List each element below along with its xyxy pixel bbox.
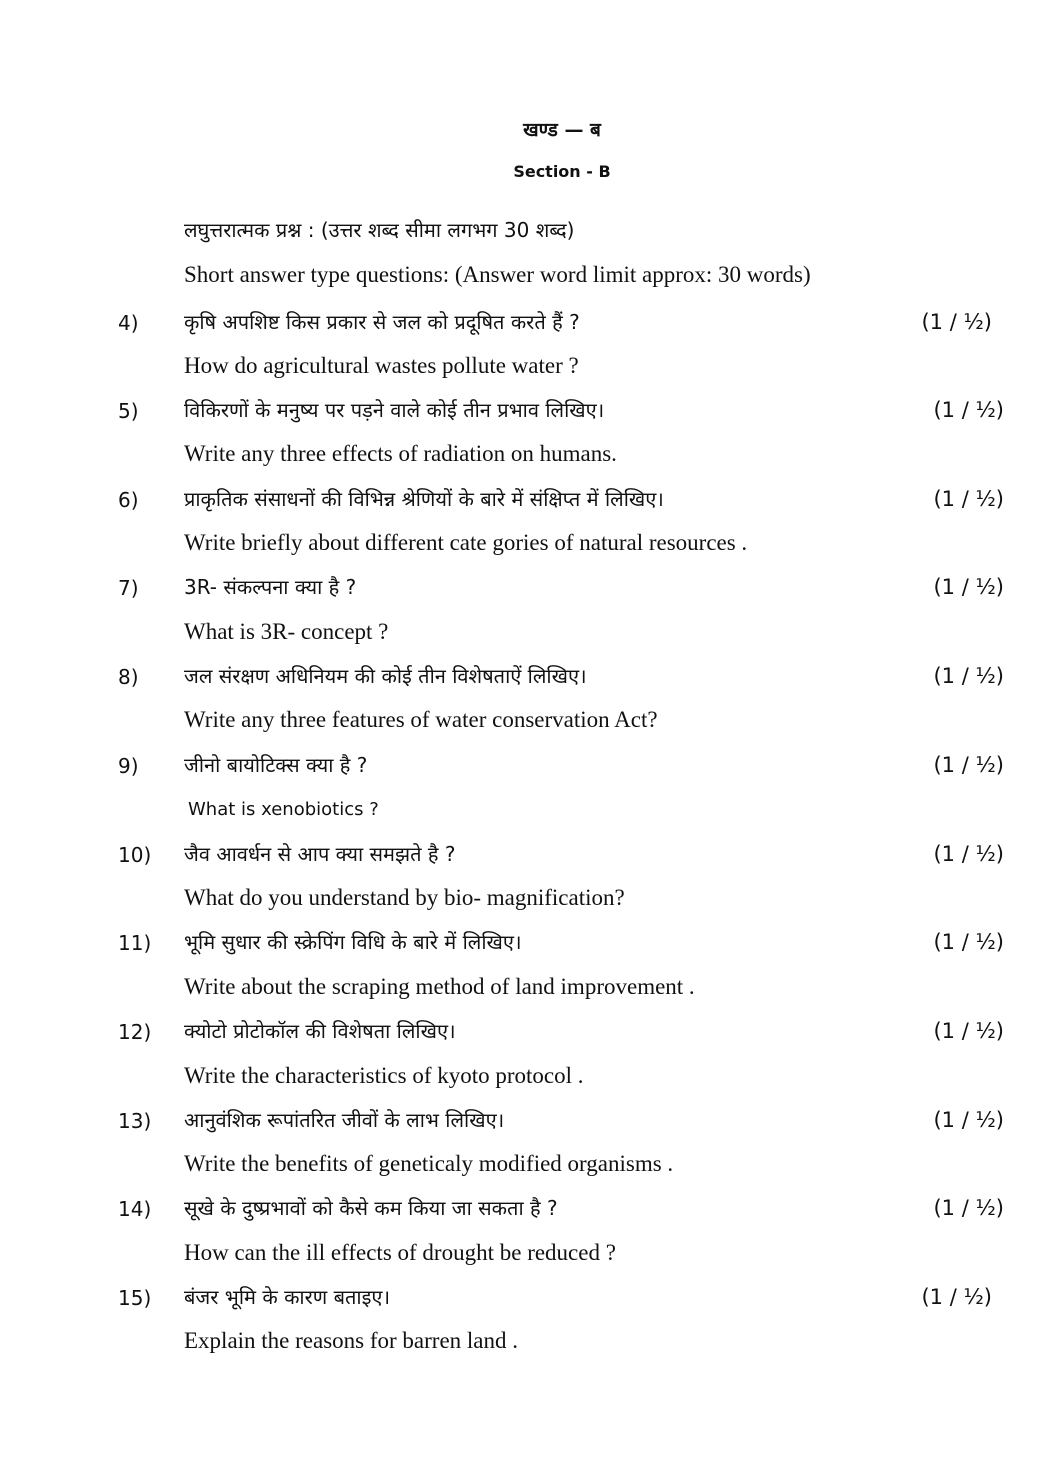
question-hindi: विकिरणों के मनुष्य पर पड़ने वाले कोई तीन प्रभाव लिखिए। [184,398,605,422]
question-marks: (1 / ½) [921,310,992,334]
question-marks: (1 / ½) [933,1196,1004,1220]
question-english: Write about the scraping method of land improvement . [184,974,695,999]
question-number: 6) [118,488,139,512]
question-marks: (1 / ½) [933,487,1004,511]
instructions-english: Short answer type questions: (Answer word limit approx: 30 words) [184,262,811,287]
question-marks: (1 / ½) [933,664,1004,688]
question-marks: (1 / ½) [933,753,1004,777]
question-number: 8) [118,665,139,689]
question-number: 11) [118,931,152,955]
question-marks: (1 / ½) [933,575,1004,599]
question-english: What is xenobiotics ? [188,799,379,820]
question-hindi: 3R- संकल्पना क्या है ? [184,575,357,599]
question-number: 5) [118,399,139,423]
question-marks: (1 / ½) [933,842,1004,866]
question-hindi: जैव आवर्धन से आप क्या समझते है ? [184,842,456,866]
question-english: Write any three effects of radiation on humans. [184,441,617,466]
question-english: Write the characteristics of kyoto protocol . [184,1063,584,1088]
question-number: 13) [118,1109,152,1133]
question-hindi: प्राकृतिक संसाधनों की विभिन्न श्रेणियों के बारे में संक्षिप्त में लिखिए। [184,487,664,511]
question-hindi: आनुवंशिक रूपांतरित जीवों के लाभ लिखिए। [184,1108,505,1132]
question-english: What is 3R- concept ? [184,619,389,644]
question-number: 10) [118,843,152,867]
question-number: 14) [118,1197,152,1221]
question-english: Write the benefits of geneticaly modified organisms . [184,1151,674,1176]
question-marks: (1 / ½) [933,1019,1004,1043]
question-marks: (1 / ½) [933,398,1004,422]
question-english: How do agricultural wastes pollute water ? [184,353,579,378]
question-number: 4) [118,311,139,335]
question-english: How can the ill effects of drought be reduced ? [184,1240,616,1265]
question-hindi: जीनो बायोटिक्स क्या है ? [184,753,368,777]
question-marks: (1 / ½) [933,930,1004,954]
instructions-hindi: लघुत्तरात्मक प्रश्न : (उत्तर शब्द सीमा लगभग 30 शब्द) [184,218,575,242]
question-hindi: जल संरक्षण अधिनियम की कोई तीन विशेषताऐं लिखिए। [184,664,587,688]
question-number: 12) [118,1020,152,1044]
question-hindi: बंजर भूमि के कारण बताइए। [184,1285,391,1309]
question-english: What do you understand by bio- magnification? [184,885,625,910]
question-hindi: क्योटो प्रोटोकॉल की विशेषता लिखिए। [184,1019,456,1043]
section-title-hindi: खण्ड — ब [523,119,601,141]
question-hindi: सूखे के दुष्प्रभावों को कैसे कम किया जा सकता है ? [184,1196,558,1220]
question-number: 9) [118,754,139,778]
question-hindi: कृषि अपशिष्ट किस प्रकार से जल को प्रदूषित करते हैं ? [184,310,580,334]
question-marks: (1 / ½) [921,1285,992,1309]
section-title-english: Section - B [513,162,611,181]
question-english: Write briefly about different cate gories of natural resources . [184,530,748,555]
question-hindi: भूमि सुधार की स्क्रेपिंग विधि के बारे में लिखिए। [184,930,522,954]
question-number: 7) [118,576,139,600]
question-marks: (1 / ½) [933,1108,1004,1132]
question-english: Explain the reasons for barren land . [184,1328,519,1353]
question-english: Write any three features of water conservation Act? [184,707,658,732]
question-number: 15) [118,1286,152,1310]
